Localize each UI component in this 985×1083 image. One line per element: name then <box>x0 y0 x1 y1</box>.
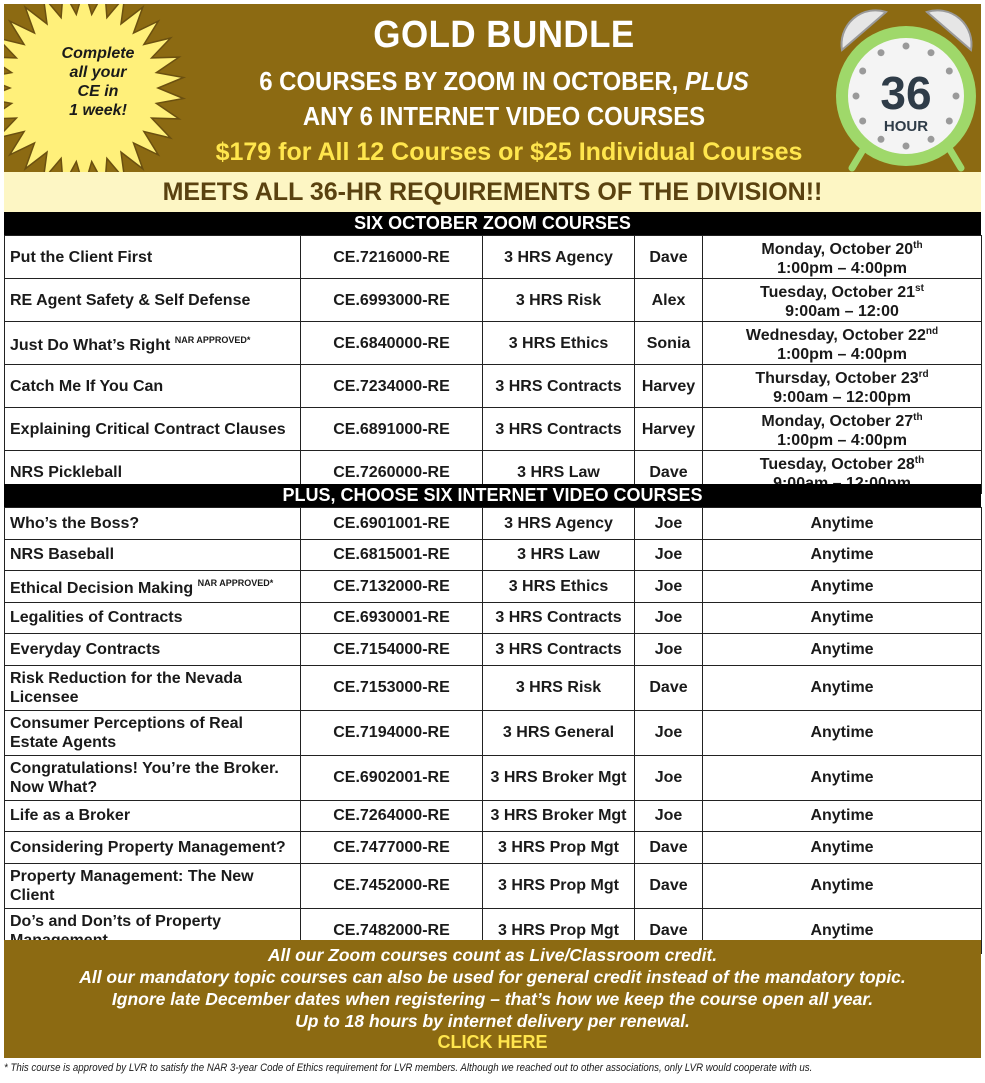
course-hours: 3 HRS Contracts <box>483 634 635 666</box>
schedule-time: 9:00am – 12:00pm <box>773 389 911 406</box>
course-name: Explaining Critical Contract Clauses <box>10 420 286 438</box>
footer-line: All our Zoom courses count as Live/Classroom credit. <box>267 945 718 965</box>
course-name-cell <box>5 634 301 666</box>
availability: Anytime <box>703 832 982 864</box>
schedule-date: Monday, October 20 <box>761 241 914 258</box>
course-name-cell <box>5 863 301 908</box>
zoom-courses-table <box>4 235 982 494</box>
table-row <box>5 408 982 451</box>
date-ordinal: th <box>913 412 923 423</box>
subtitle-line-2-main: 6 COURSES BY ZOOM IN OCTOBER, <box>259 66 685 96</box>
table-row <box>5 279 982 322</box>
schedule-day <box>708 408 976 431</box>
course-hours: 3 HRS Contracts <box>483 365 635 408</box>
course-name: Catch Me If You Can <box>10 377 164 395</box>
availability: Anytime <box>703 800 982 832</box>
alarm-clock-icon <box>824 4 981 172</box>
date-ordinal: th <box>914 455 925 466</box>
instructor: Joe <box>635 755 703 800</box>
instructor: Alex <box>635 279 703 322</box>
course-name: NRS Pickleball <box>10 463 123 481</box>
instructor: Joe <box>635 800 703 832</box>
clock-tick <box>878 49 885 56</box>
burst-line: 1 week! <box>69 102 127 119</box>
course-name-cell <box>5 539 301 571</box>
instructor: Dave <box>635 451 703 494</box>
table-row <box>5 602 982 634</box>
clock-tick <box>878 136 885 143</box>
schedule-date: Wednesday, October 22 <box>745 327 926 344</box>
table-row <box>5 508 982 540</box>
instructor: Dave <box>635 908 703 953</box>
date-ordinal: rd <box>918 369 929 380</box>
course-name: Just Do What’s Right <box>10 337 171 354</box>
schedule-day <box>708 279 976 302</box>
course-name-cell <box>5 279 301 322</box>
burst-line: all your <box>69 64 127 81</box>
clock-tick <box>928 136 935 143</box>
table-row <box>5 634 982 666</box>
availability: Anytime <box>703 755 982 800</box>
availability: Anytime <box>703 602 982 634</box>
course-hours: 3 HRS Ethics <box>483 322 635 365</box>
course-code: CE.6815001-RE <box>301 539 483 571</box>
nar-approved-note: NAR APPROVED* <box>174 335 251 345</box>
clock-tick <box>859 118 866 125</box>
course-hours: 3 HRS Contracts <box>483 408 635 451</box>
schedule-cell <box>703 365 982 408</box>
course-code: CE.7260000-RE <box>301 451 483 494</box>
clock-number: 36 <box>880 67 932 119</box>
click-here-link[interactable]: CLICK HERE <box>437 1032 548 1052</box>
course-code: CE.7153000-RE <box>301 665 483 710</box>
course-hours: 3 HRS Broker Mgt <box>483 800 635 832</box>
instructor: Joe <box>635 710 703 755</box>
course-hours: 3 HRS Ethics <box>483 571 635 603</box>
table-row <box>5 365 982 408</box>
course-hours: 3 HRS Contracts <box>483 602 635 634</box>
course-name-cell <box>5 236 301 279</box>
course-name-cell <box>5 832 301 864</box>
course-name: Do’s and Don’ts of Property <box>10 912 221 930</box>
schedule-date: Thursday, October 23 <box>755 370 919 387</box>
schedule-date: Tuesday, October 28 <box>759 456 915 473</box>
subtitle-line-2-italic: PLUS <box>684 66 749 96</box>
table-row <box>5 755 982 800</box>
course-code: CE.6901001-RE <box>301 508 483 540</box>
clock-tick <box>946 118 953 125</box>
footer-line: Ignore late December dates when registering – that’s how we keep the course open all year. <box>111 989 874 1009</box>
course-code: CE.6993000-RE <box>301 279 483 322</box>
availability: Anytime <box>703 634 982 666</box>
schedule-time: 9:00am – 12:00 <box>785 303 899 320</box>
table-row <box>5 665 982 710</box>
date-ordinal: st <box>915 283 924 294</box>
course-name-cell <box>5 408 301 451</box>
course-name-cell <box>5 665 301 710</box>
course-hours: 3 HRS Prop Mgt <box>483 863 635 908</box>
table-row <box>5 322 982 365</box>
course-name: Consumer Perceptions of Real Estate Agents <box>10 714 243 751</box>
instructor: Joe <box>635 634 703 666</box>
video-section-header: PLUS, CHOOSE SIX INTERNET VIDEO COURSES <box>4 484 981 507</box>
course-name: Considering Property Management? <box>10 838 286 856</box>
course-name: NRS Baseball <box>10 546 115 564</box>
price-line: $179 for All 12 Courses or $25 Individual Courses <box>215 138 803 166</box>
zoom-section-header: SIX OCTOBER ZOOM COURSES <box>4 212 981 235</box>
course-code: CE.6902001-RE <box>301 755 483 800</box>
schedule-date: Monday, October 27 <box>761 413 914 430</box>
course-code: CE.7132000-RE <box>301 571 483 603</box>
instructor: Harvey <box>635 408 703 451</box>
clock-tick <box>946 68 953 75</box>
course-name-cell <box>5 755 301 800</box>
schedule-day <box>708 322 976 345</box>
footer-line: Up to 18 hours by internet delivery per renewal. <box>295 1011 690 1031</box>
course-name: Congratulations! You’re the Broker. Now What? <box>10 759 279 796</box>
course-name: RE Agent Safety & Self Defense <box>10 291 251 309</box>
course-code: CE.7264000-RE <box>301 800 483 832</box>
schedule-time: 1:00pm – 4:00pm <box>777 346 907 363</box>
requirements-banner: MEETS ALL 36-HR REQUIREMENTS OF THE DIVISION!! <box>4 172 981 212</box>
footnote: * This course is approved by LVR to satisfy the NAR 3-year Code of Ethics requirement for LVR members. Although we reached out to other associations, only LVR would cooperate with us. <box>4 1062 813 1074</box>
course-name-cell <box>5 322 301 365</box>
course-name: Property Management: The New Client <box>10 867 254 904</box>
schedule-time: 1:00pm – 4:00pm <box>777 432 907 449</box>
course-name-cell <box>5 710 301 755</box>
instructor: Sonia <box>635 322 703 365</box>
availability: Anytime <box>703 908 982 953</box>
course-code: CE.7452000-RE <box>301 863 483 908</box>
clock-tick <box>853 93 860 100</box>
course-code: CE.6930001-RE <box>301 602 483 634</box>
instructor: Dave <box>635 236 703 279</box>
course-code: CE.7154000-RE <box>301 634 483 666</box>
instructor: Dave <box>635 665 703 710</box>
schedule-cell <box>703 322 982 365</box>
table-row <box>5 863 982 908</box>
course-hours: 3 HRS Broker Mgt <box>483 755 635 800</box>
instructor: Harvey <box>635 365 703 408</box>
schedule-date: Tuesday, October 21 <box>760 284 916 301</box>
footer-panel <box>4 940 981 1058</box>
availability: Anytime <box>703 539 982 571</box>
course-hours: 3 HRS Law <box>483 539 635 571</box>
course-name: Everyday Contracts <box>10 640 161 658</box>
availability: Anytime <box>703 710 982 755</box>
course-code: CE.6840000-RE <box>301 322 483 365</box>
page-title: GOLD BUNDLE <box>373 14 635 56</box>
course-name: Risk Reduction for the Nevada Licensee <box>10 669 243 706</box>
availability: Anytime <box>703 508 982 540</box>
course-name-cell <box>5 365 301 408</box>
course-hours: 3 HRS Agency <box>483 236 635 279</box>
footer-line: All our mandatory topic courses can also be used for general credit instead of the mandatory topic. <box>79 967 906 987</box>
header-banner <box>4 4 981 172</box>
table-row <box>5 236 982 279</box>
schedule-cell <box>703 408 982 451</box>
burst-line: Complete <box>61 45 135 62</box>
course-code: CE.7194000-RE <box>301 710 483 755</box>
schedule-time: 1:00pm – 4:00pm <box>777 260 907 277</box>
course-name: Life as a Broker <box>10 807 131 825</box>
instructor: Joe <box>635 571 703 603</box>
availability: Anytime <box>703 571 982 603</box>
table-row <box>5 571 982 603</box>
clock-tick <box>903 143 910 150</box>
instructor: Dave <box>635 832 703 864</box>
instructor: Joe <box>635 602 703 634</box>
course-hours: 3 HRS General <box>483 710 635 755</box>
schedule-cell <box>703 279 982 322</box>
course-name: Who’s the Boss? <box>10 514 140 532</box>
course-name: Ethical Decision Making <box>10 580 194 598</box>
clock-label: HOUR <box>883 118 929 135</box>
clock-tick <box>903 43 910 50</box>
table-row <box>5 710 982 755</box>
subtitle-line-3: ANY 6 INTERNET VIDEO COURSES <box>302 101 706 131</box>
burst-line: CE in <box>77 83 119 100</box>
table-row <box>5 539 982 571</box>
date-ordinal: th <box>913 240 923 251</box>
schedule-day <box>708 236 976 259</box>
video-courses-table <box>4 507 982 954</box>
availability: Anytime <box>703 863 982 908</box>
course-hours: 3 HRS Prop Mgt <box>483 832 635 864</box>
schedule-cell <box>703 236 982 279</box>
availability: Anytime <box>703 665 982 710</box>
course-code: CE.7234000-RE <box>301 365 483 408</box>
subtitle-line-2 <box>210 66 799 97</box>
date-ordinal: nd <box>925 326 939 337</box>
course-name-cell <box>5 571 301 603</box>
course-name-cell <box>5 508 301 540</box>
course-name: Legalities of Contracts <box>10 609 183 627</box>
course-code: CE.6891000-RE <box>301 408 483 451</box>
course-name-cell <box>5 800 301 832</box>
schedule-day <box>708 451 976 474</box>
instructor: Joe <box>635 539 703 571</box>
course-code: CE.7482000-RE <box>301 908 483 953</box>
course-hours: 3 HRS Risk <box>483 279 635 322</box>
course-name: Put the Client First <box>10 248 153 266</box>
schedule-day <box>708 365 976 388</box>
table-row <box>5 800 982 832</box>
course-hours: 3 HRS Prop Mgt <box>483 908 635 953</box>
clock-tick <box>953 93 960 100</box>
course-name-cell <box>5 602 301 634</box>
course-hours: 3 HRS Agency <box>483 508 635 540</box>
course-hours: 3 HRS Risk <box>483 665 635 710</box>
starburst-text <box>38 44 158 120</box>
instructor: Dave <box>635 863 703 908</box>
course-hours: 3 HRS Law <box>483 451 635 494</box>
instructor: Joe <box>635 508 703 540</box>
course-code: CE.7216000-RE <box>301 236 483 279</box>
clock-tick <box>859 68 866 75</box>
table-row <box>5 832 982 864</box>
clock-tick <box>928 49 935 56</box>
nar-approved-note: NAR APPROVED* <box>197 578 274 589</box>
course-code: CE.7477000-RE <box>301 832 483 864</box>
